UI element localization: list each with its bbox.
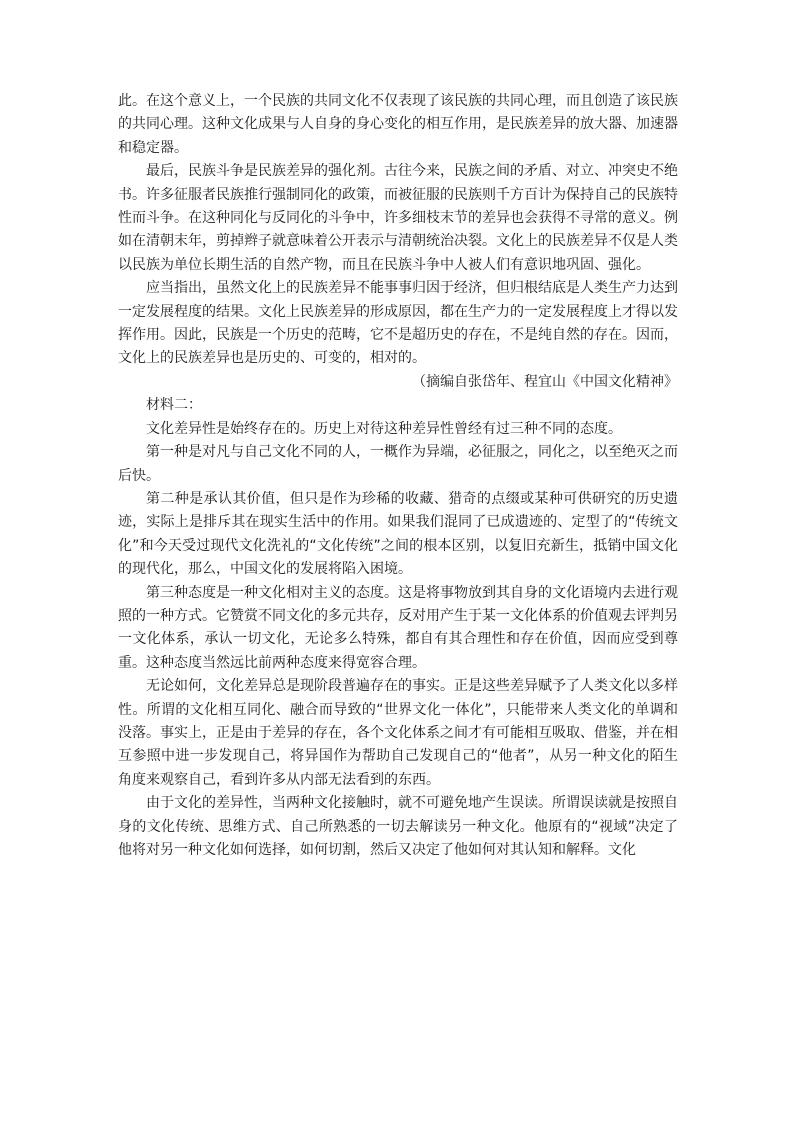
paragraph-productivity: 应当指出，虽然文化上的民族差异不能事事归因于经济，但归根结底是人类生产力达到一定发展程度的结果。文化上民族差异的形成原因，都在生产力的一定发展程度上才得以发挥作用。因此，民族是一个历史的范畴，它不是超历史的存在，不是纯自然的存在。因而，文化上的民族差异也是历史的、可变的，相对的。 <box>118 280 678 367</box>
paragraph-second-attitude: 第二种是承认其价值，但只是作为珍稀的收藏、猎奇的点缀或某种可供研究的历史遗迹，实际上是排斥其在现实生活中的作用。如果我们混同了已成遗迹的、定型了的“传统文化”和今天受过现代文化洗礼的“文化传统”之间的根本区别，以复旧充新生，抵销中国文化的现代化，那么，中国文化的发展将陷入困境。 <box>118 490 678 578</box>
paragraph-third-attitude: 第三种态度是一种文化相对主义的态度。这是将事物放到其自身的文化语境内去进行观照的一种方式。它赞赏不同文化的多元共存，反对用产生于某一文化体系的价值观去评判另一文化体系，承认一切文化，无论多么特殊，都自有其合理性和存在价值，因而应受到尊重。这种态度当然远比前两种态度来得宽容合理。 <box>118 584 678 671</box>
paragraph-three-attitudes: 文化差异性是始终存在的。历史上对待这种差异性曾经有过三种不同的态度。 <box>146 420 622 437</box>
document-page <box>118 90 678 862</box>
material-two-heading: 材料二： <box>146 397 202 414</box>
paragraph-misreading: 由于文化的差异性，当两种文化接触时，就不可避免地产生误读。所谓误读就是按照自身的文化传统、思维方式、自己所熟悉的一切去解读另一种文化。他原有的“视域”决定了他将对另一种文化如何选择，如何切割，然后又决定了他如何对其认知和解释。文化 <box>118 795 678 858</box>
paragraph-continuation: 此。在这个意义上，一个民族的共同文化不仅表现了该民族的共同心理，而且创造了该民族的共同心理。这种文化成果与人自身的身心变化的相互作用，是民族差异的放大器、加速器和稳定器。 <box>118 93 678 156</box>
source-citation: （摘编自张岱年、程宜山《中国文化精神》 <box>412 373 678 390</box>
paragraph-cultural-diversity: 无论如何，文化差异总是现阶段普遍存在的事实。正是这些差异赋予了人类文化以多样性。所谓的文化相互同化、融合而导致的“世界文化一体化”，只能带来人类文化的单调和没落。事实上，正是由于差异的存在，各个文化体系之间才有可能相互吸取、借鉴，并在相互参照中进一步发现自己，将异国作为帮助自己发现自己的“他者”，从另一种文化的陌生角度来观察自己，看到许多从内部无法看到的东西。 <box>118 678 678 788</box>
paragraph-national-struggle: 最后，民族斗争是民族差异的强化剂。古往今来，民族之间的矛盾、对立、冲突史不绝书。许多征服者民族推行强制同化的政策，而被征服的民族则千方百计为保持自己的民族特性而斗争。在这种同化与反同化的斗争中，许多细枝末节的差异也会获得不寻常的意义。例如在清朝末年，剪掉辫子就意味着公开表示与清朝统治决裂。文化上的民族差异不仅是人类以民族为单位长期生活的自然产物，而且在民族斗争中人被人们有意识地巩固、强化。 <box>118 163 678 273</box>
paragraph-first-attitude: 第一种是对凡与自己文化不同的人，一概作为异端，必征服之，同化之，以至绝灭之而后快。 <box>118 444 678 484</box>
